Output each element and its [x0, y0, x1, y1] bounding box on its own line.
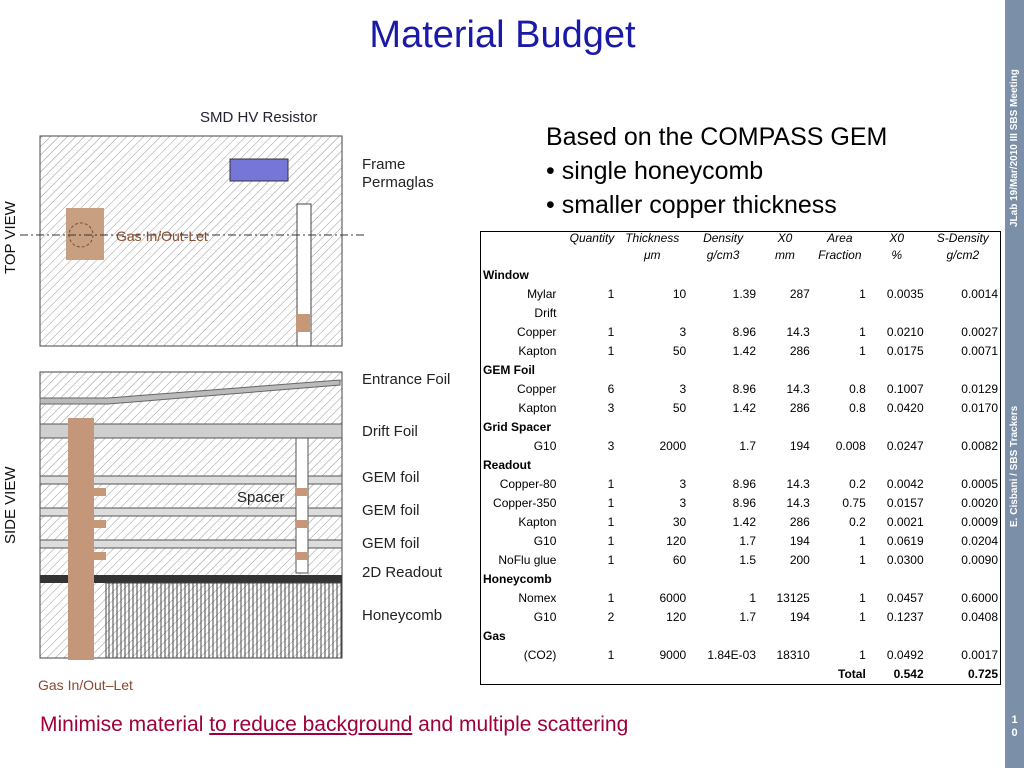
- table-cell: [758, 304, 812, 323]
- table-cell: 1.84E-03: [707, 648, 757, 662]
- table-cell: 0.0071: [961, 344, 998, 358]
- table-cell: 0.0020: [961, 496, 998, 510]
- table-cell: 0.1237: [886, 610, 924, 624]
- table-cell: 3: [607, 401, 615, 415]
- table-cell: 0.0027: [961, 325, 998, 339]
- table-cell: Drift: [534, 306, 557, 320]
- table-cell: Mylar: [527, 287, 557, 301]
- table-cell: [688, 304, 758, 323]
- table-cell: 1: [859, 648, 866, 662]
- table-cell: [812, 304, 868, 323]
- table-cell: 1.42: [732, 401, 757, 415]
- table-cell: 0.0175: [886, 344, 924, 358]
- section-cell: GEM Foil: [483, 363, 535, 377]
- table-row: [481, 418, 1001, 437]
- gem-foil-label-2: GEM foil: [362, 502, 420, 519]
- table-cell: 1: [607, 534, 615, 548]
- table-cell: 0.542: [893, 667, 924, 681]
- table-cell: 0.6000: [961, 591, 998, 605]
- table-cell: Copper: [517, 325, 557, 339]
- header-cell: Fraction: [818, 248, 862, 262]
- frame-label: Frame Permaglas: [362, 156, 434, 191]
- smd-resistor-label: SMD HV Resistor: [200, 109, 318, 126]
- table-cell: 0.0042: [886, 477, 924, 491]
- total-row: [481, 665, 1001, 685]
- bullet-line: • smaller copper thickness: [546, 191, 837, 219]
- table-cell: [558, 665, 616, 685]
- table-cell: 1: [607, 515, 615, 529]
- table-cell: 13125: [776, 591, 810, 605]
- table-cell: 3: [679, 382, 687, 396]
- table-cell: 14.3: [786, 477, 810, 491]
- bullet-list: [546, 120, 887, 222]
- table-cell: 0.0082: [961, 439, 998, 453]
- table-cell: 1: [859, 534, 866, 548]
- header-cell: [481, 232, 559, 250]
- table-row: [481, 532, 1001, 551]
- table-cell: 2000: [659, 439, 687, 453]
- table-cell: 1: [607, 287, 615, 301]
- table-cell: 8.96: [732, 496, 757, 510]
- bottom-caption: Minimise material to reduce background and multiple scattering: [40, 713, 629, 736]
- table-cell: 120: [666, 610, 687, 624]
- table-cell: 50: [672, 344, 687, 358]
- header-cell: Thickness: [625, 231, 680, 245]
- table-cell: 1: [859, 553, 866, 567]
- table-cell: 287: [789, 287, 810, 301]
- table-row: [481, 437, 1001, 456]
- table-cell: 194: [789, 610, 810, 624]
- table-cell: 194: [789, 534, 810, 548]
- table-row: [481, 608, 1001, 627]
- table-cell: 0.0035: [886, 287, 924, 301]
- table-row: [481, 285, 1001, 304]
- section-cell: Gas: [483, 629, 506, 643]
- table-cell: 1: [859, 287, 866, 301]
- table-cell: [758, 665, 812, 685]
- table-cell: G10: [533, 534, 557, 548]
- table-cell: 3: [607, 439, 615, 453]
- table-cell: 2: [607, 610, 615, 624]
- table-cell: 1.42: [732, 515, 757, 529]
- table-cell: 0.0090: [961, 553, 998, 567]
- table-cell: 0.2: [849, 515, 866, 529]
- table-cell: 0.75: [842, 496, 866, 510]
- table-cell: 0.0408: [961, 610, 998, 624]
- table-row: [481, 494, 1001, 513]
- bullet-line: • single honeycomb: [546, 157, 764, 185]
- table-cell: 1: [607, 648, 615, 662]
- table-cell: 1: [607, 553, 615, 567]
- table-cell: 0.0420: [886, 401, 924, 415]
- drift-foil-label: Drift Foil: [362, 423, 418, 440]
- table-cell: Copper: [517, 382, 557, 396]
- header-cell: g/cm3: [706, 248, 740, 262]
- top-view-label: TOP VIEW: [2, 201, 19, 274]
- table-row: [481, 361, 1001, 380]
- section-cell: Readout: [483, 458, 531, 472]
- table-cell: 286: [789, 344, 810, 358]
- table-cell: 0.0157: [886, 496, 924, 510]
- table-cell: 0.0619: [886, 534, 924, 548]
- header-cell: mm: [774, 248, 795, 262]
- table-cell: 1: [607, 344, 615, 358]
- table-cell: 0.0005: [961, 477, 998, 491]
- table-row: [481, 304, 1001, 323]
- table-cell: 50: [672, 401, 687, 415]
- table-row: [481, 513, 1001, 532]
- table-cell: 286: [789, 401, 810, 415]
- table-row: [481, 456, 1001, 475]
- honeycomb-block: [106, 583, 342, 658]
- table-cell: 1.39: [732, 287, 757, 301]
- table-cell: 6000: [659, 591, 687, 605]
- underlined-phrase: to reduce background: [209, 713, 413, 736]
- table-cell: 1.5: [739, 553, 757, 567]
- table-row: [481, 570, 1001, 589]
- section-cell: Window: [483, 268, 529, 282]
- table-cell: 18310: [776, 648, 810, 662]
- table-cell: 1: [859, 610, 866, 624]
- table-cell: 1: [749, 591, 757, 605]
- header-cell: [481, 249, 559, 266]
- table-cell: Copper-80: [499, 477, 557, 491]
- table-cell: [926, 304, 1001, 323]
- table-row: [481, 380, 1001, 399]
- table-cell: 8.96: [732, 477, 757, 491]
- table-cell: 0.0170: [961, 401, 998, 415]
- table-cell: 0.1007: [886, 382, 924, 396]
- readout-label: 2D Readout: [362, 564, 443, 581]
- table-cell: Kapton: [518, 344, 557, 358]
- table-cell: 1.7: [739, 534, 757, 548]
- table-row: [481, 323, 1001, 342]
- table-row: [481, 627, 1001, 646]
- table-cell: 286: [789, 515, 810, 529]
- table-cell: 0.0210: [886, 325, 924, 339]
- header-cell: X0: [889, 231, 905, 245]
- table-row: [481, 399, 1001, 418]
- header-row: [481, 249, 1001, 266]
- table-cell: 0.0021: [886, 515, 924, 529]
- header-cell: X0: [777, 231, 793, 245]
- table-cell: Kapton: [518, 515, 557, 529]
- table-row: [481, 475, 1001, 494]
- table-row: [481, 342, 1001, 361]
- table-cell: Kapton: [518, 401, 557, 415]
- table-cell: 10: [672, 287, 687, 301]
- bullet-line: Based on the COMPASS GEM: [546, 123, 888, 151]
- page-number: 1 0: [1011, 714, 1018, 739]
- table-cell: 0.0129: [961, 382, 998, 396]
- table-cell: 1.7: [739, 610, 757, 624]
- table-cell: [868, 304, 926, 323]
- table-cell: 0.0204: [961, 534, 998, 548]
- table-cell: 1: [607, 477, 615, 491]
- table-cell: 60: [672, 553, 687, 567]
- table-cell: [616, 304, 688, 323]
- table-cell: 8.96: [732, 382, 757, 396]
- table-cell: 200: [789, 553, 810, 567]
- honeycomb-label: Honeycomb: [362, 607, 443, 624]
- table-cell: [558, 304, 616, 323]
- table-cell: 3: [679, 325, 687, 339]
- gas-bottom-label: Gas In/Out–Let: [38, 677, 133, 693]
- gas-top-label: Gas In/Out-Let: [116, 228, 208, 244]
- table-cell: 0.0017: [961, 648, 998, 662]
- header-cell: Quantity: [569, 231, 615, 245]
- material-budget-table: [480, 231, 1001, 685]
- table-cell: 1.42: [732, 344, 757, 358]
- table-row: [481, 589, 1001, 608]
- header-cell: μm: [643, 248, 661, 262]
- table-row: [481, 551, 1001, 570]
- table-cell: G10: [533, 439, 557, 453]
- table-cell: 3: [679, 477, 687, 491]
- table-cell: 0.2: [849, 477, 866, 491]
- table-cell: Copper-350: [493, 496, 557, 510]
- entrance-foil-label: Entrance Foil: [362, 371, 451, 388]
- side-view-label: SIDE VIEW: [2, 466, 19, 544]
- table-cell: 120: [666, 534, 687, 548]
- gas-port-side: [68, 418, 94, 660]
- meeting-caption: JLab 19/Mar/2010 III SBS Meeting: [1009, 69, 1020, 227]
- table-cell: 194: [789, 439, 810, 453]
- table-cell: G10: [533, 610, 557, 624]
- header-cell: [558, 249, 616, 266]
- table-row: [481, 646, 1001, 665]
- table-cell: Nomex: [518, 591, 557, 605]
- table-cell: 9000: [659, 648, 687, 662]
- table-cell: 0.8: [849, 401, 866, 415]
- table-cell: 14.3: [786, 325, 810, 339]
- smd-resistor: [230, 159, 288, 181]
- table-cell: 3: [679, 496, 687, 510]
- table-cell: NoFlu glue: [498, 553, 557, 567]
- table-cell: 1: [859, 591, 866, 605]
- table-cell: 0.0492: [886, 648, 924, 662]
- table-cell: 14.3: [786, 496, 810, 510]
- table-cell: [688, 665, 758, 685]
- table-cell: 1: [607, 496, 615, 510]
- header-row: [481, 232, 1001, 250]
- gas-port-top: [66, 208, 104, 260]
- header-cell: S-Density: [936, 231, 989, 245]
- header-cell: Area: [827, 231, 853, 245]
- page-title: Material Budget: [369, 14, 636, 56]
- table-cell: Total: [838, 667, 866, 681]
- table-cell: 0.0300: [886, 553, 924, 567]
- table-cell: 0.0457: [886, 591, 924, 605]
- table-cell: 0.0247: [886, 439, 924, 453]
- gem-foil-label-3: GEM foil: [362, 535, 420, 552]
- table-cell: 8.96: [732, 325, 757, 339]
- header-cell: %: [891, 248, 903, 262]
- table-cell: [481, 665, 559, 685]
- table-cell: [616, 665, 688, 685]
- table-cell: 30: [672, 515, 687, 529]
- table-cell: 0.8: [849, 382, 866, 396]
- table-cell: 1: [607, 591, 615, 605]
- author-caption: E. Cisbani / SBS Trackers: [1009, 405, 1020, 527]
- header-cell: Density: [703, 231, 744, 245]
- section-cell: Honeycomb: [483, 572, 552, 586]
- table-cell: 1: [607, 325, 615, 339]
- table-cell: (CO2): [523, 648, 557, 662]
- table-cell: 0.725: [967, 667, 998, 681]
- table-cell: 1: [859, 344, 866, 358]
- table-cell: 1.7: [739, 439, 757, 453]
- table-row: [481, 266, 1001, 285]
- section-cell: Grid Spacer: [483, 420, 552, 434]
- gem-foil-label-1: GEM foil: [362, 469, 420, 486]
- table-cell: 6: [607, 382, 615, 396]
- table-cell: 14.3: [786, 382, 810, 396]
- spacer-label: Spacer: [237, 489, 285, 506]
- table-cell: 1: [859, 325, 866, 339]
- table-cell: 0.008: [835, 439, 866, 453]
- header-cell: g/cm2: [946, 248, 980, 262]
- table-cell: 0.0009: [961, 515, 998, 529]
- table-cell: 0.0014: [961, 287, 998, 301]
- gem-diagram: [0, 0, 480, 700]
